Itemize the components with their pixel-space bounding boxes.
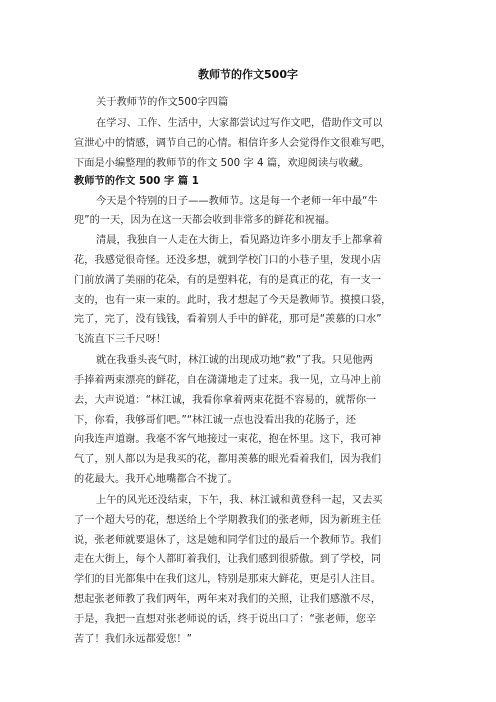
text-line: 完了，完了，没有钱钱，看着别人手中的鲜花，那可是“羡慕的口水”	[74, 314, 382, 325]
text-line: 关于教师节的作文500字四篇	[96, 97, 229, 108]
text-line: 下面是小编整理的教师节的作文 500 字 4 篇，欢迎阅读与收藏。	[74, 158, 370, 169]
text-line: 花，我感觉很奇怪。还没多想，就到学校门口的小巷子里，发现小店	[74, 255, 382, 266]
text-line: 学们的目光都集中在我们这儿，特别是那束大鲜花，更是引人注目。	[74, 574, 382, 585]
text-line: 清晨，我独自一人走在大街上，看见路边许多小朋友手上都拿着	[96, 235, 383, 246]
text-line: 支的，也有一束一束的。此时，我才想起了今天是教师节。摸摸口袋，	[74, 295, 392, 306]
text-line: 气了，别人都以为是我买的花，都用羡慕的眼光看着我们，因为我们	[74, 454, 382, 465]
text-line: 手捧着两束漂亮的鲜花，自在潇潇地走了过来。我一见，立马冲上前	[74, 375, 382, 386]
text-line: 去，大声说道：“林江诚，我看你拿着两束花挺不容易的，就帮你一	[74, 395, 377, 406]
text-line: 了一个超大号的花，想送给上个学期教我们的张老师，因为新班主任	[74, 515, 382, 526]
text-line: 苦了！我们永远都爱您！”	[74, 634, 192, 645]
text-line: 宣泄心中的情感，调节自己的心情。相信许多人会觉得作文很难写吧，	[74, 138, 392, 149]
text-line: 的花最大。我开心地嘴都合不拢了。	[74, 474, 238, 485]
text-line: 在学习、工作、生活中，大家都尝试过写作文吧，借助作文可以	[96, 118, 383, 129]
text-line: 想起张老师教了我们两年，两年来对我们的关照，让我们感激不尽，	[74, 594, 382, 605]
text-line: 说，张老师就要退休了，这是她和同学们过的最后一个教师节。我们	[74, 535, 382, 546]
text-line: 于是，我把一直想对张老师说的话，终于说出口了：“张老师，您辛	[74, 614, 377, 625]
text-line: 上午的风光还没结束，下午，我、林江诚和黄登科一起，又去买	[96, 495, 383, 506]
document-title: 教师节的作文500字	[198, 68, 298, 81]
text-line: 向我连声道谢。我毫不客气地接过一束花，抱在怀里。这下，我可神	[74, 434, 382, 445]
text-line: 门前放满了美丽的花朵，有的是塑料花，有的是真正的花，有一支一	[74, 275, 382, 286]
text-line: 兜”的一天，因为在这一天都会收到非常多的鲜花和祝福。	[74, 215, 336, 226]
text-line: 今天是个特别的日子——教师节。这是每一个老师一年中最“牛	[96, 196, 378, 207]
text-line: 飞流直下三千尺呀！	[74, 334, 167, 345]
section-heading: 教师节的作文 500 字 篇 1	[74, 176, 199, 187]
text-line: 下，你看，我够哥们吧。”“林江诚一点也没看出我的花肠子，还	[74, 415, 356, 426]
text-line: 就在我垂头丧气时，林江诚的出现成功地“救”了我。只见他两	[96, 355, 373, 366]
text-line: 走在大街上，每个人都盯着我们，让我们感到很骄傲。到了学校，同	[74, 554, 382, 565]
